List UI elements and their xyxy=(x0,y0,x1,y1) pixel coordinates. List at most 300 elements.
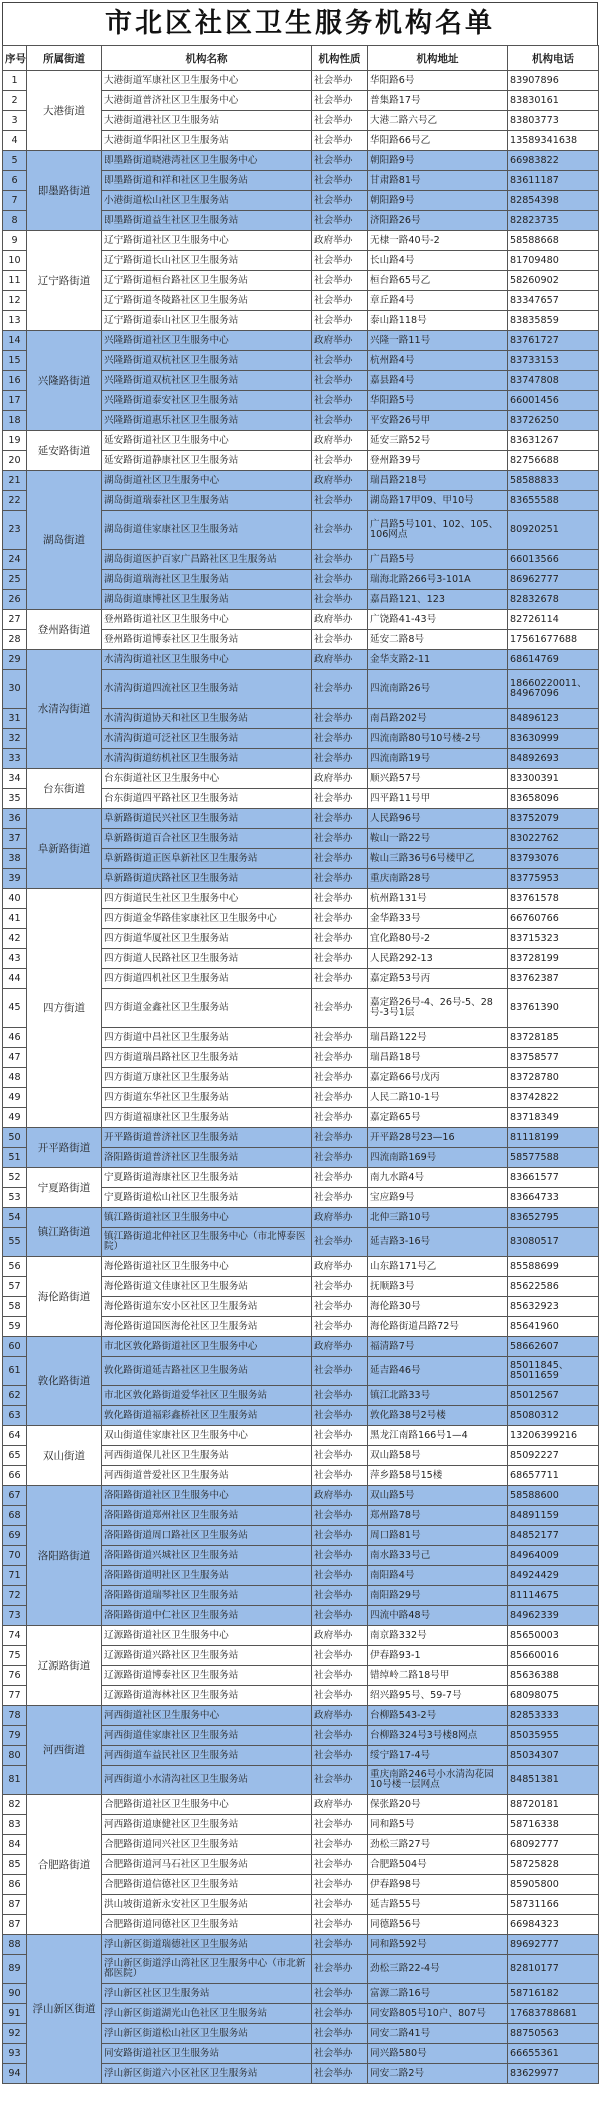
type-cell: 社会举办 xyxy=(312,929,368,949)
phone-cell: 83658096 xyxy=(508,789,599,809)
page-title: 市北区社区卫生服务机构名单 xyxy=(2,2,598,45)
seq-cell: 24 xyxy=(3,550,27,570)
address-cell: 山东路171号乙 xyxy=(368,1257,508,1277)
name-cell: 浮山新区街道松山社区卫生服务站 xyxy=(102,2024,312,2044)
type-cell: 社会举办 xyxy=(312,1406,368,1426)
phone-cell: 68657711 xyxy=(508,1466,599,1486)
seq-cell: 67 xyxy=(3,1486,27,1506)
address-cell: 台柳路324号3号楼8网点 xyxy=(368,1726,508,1746)
type-cell: 社会举办 xyxy=(312,1228,368,1257)
name-cell: 河西路街道康健社区卫生服务站 xyxy=(102,1815,312,1835)
seq-cell: 17 xyxy=(3,391,27,411)
address-cell: 黑龙江南路166号1—4 xyxy=(368,1426,508,1446)
seq-cell: 76 xyxy=(3,1666,27,1686)
type-cell: 社会举办 xyxy=(312,1108,368,1128)
seq-cell: 58 xyxy=(3,1297,27,1317)
name-cell: 海伦路街道文佳康社区卫生服务站 xyxy=(102,1277,312,1297)
name-cell: 四方街道东华社区卫生服务站 xyxy=(102,1088,312,1108)
type-cell: 社会举办 xyxy=(312,91,368,111)
address-cell: 错绰岭二路18号甲 xyxy=(368,1666,508,1686)
seq-cell: 69 xyxy=(3,1526,27,1546)
phone-cell: 83629977 xyxy=(508,2064,599,2084)
phone-cell: 83718349 xyxy=(508,1108,599,1128)
name-cell: 大港街道港社区卫生服务站 xyxy=(102,111,312,131)
seq-cell: 35 xyxy=(3,789,27,809)
phone-cell: 83630999 xyxy=(508,729,599,749)
seq-cell: 49 xyxy=(3,1108,27,1128)
name-cell: 兴隆路街道双杭社区卫生服务站 xyxy=(102,351,312,371)
seq-cell: 59 xyxy=(3,1317,27,1337)
seq-cell: 10 xyxy=(3,251,27,271)
address-cell: 广昌路5号101、102、105、106网点 xyxy=(368,511,508,550)
name-cell: 四方街道瑞昌路社区卫生服务站 xyxy=(102,1048,312,1068)
seq-cell: 42 xyxy=(3,929,27,949)
phone-cell: 58662607 xyxy=(508,1337,599,1357)
type-cell: 社会举办 xyxy=(312,351,368,371)
name-cell: 双山街道佳家康社区卫生服务中心 xyxy=(102,1426,312,1446)
seq-cell: 91 xyxy=(3,2004,27,2024)
table-row xyxy=(3,1795,599,1815)
name-cell: 小港街道松山社区卫生服务站 xyxy=(102,191,312,211)
phone-cell: 83728199 xyxy=(508,949,599,969)
seq-cell: 62 xyxy=(3,1386,27,1406)
phone-cell: 83728780 xyxy=(508,1068,599,1088)
phone-cell: 80920251 xyxy=(508,511,599,550)
type-cell: 社会举办 xyxy=(312,1148,368,1168)
type-cell: 社会举办 xyxy=(312,1317,368,1337)
address-cell: 伊春路93-1 xyxy=(368,1646,508,1666)
name-cell: 四方街道人民路社区卫生服务站 xyxy=(102,949,312,969)
type-cell: 社会举办 xyxy=(312,570,368,590)
name-cell: 辽宁路街道社区卫生服务中心 xyxy=(102,231,312,251)
type-cell: 政府举办 xyxy=(312,1337,368,1357)
address-cell: 劲松三路27号 xyxy=(368,1835,508,1855)
address-cell: 鞍山一路22号 xyxy=(368,829,508,849)
phone-cell: 66760766 xyxy=(508,909,599,929)
type-cell: 社会举办 xyxy=(312,1526,368,1546)
type-cell: 社会举办 xyxy=(312,1766,368,1795)
address-cell: 登州路39号 xyxy=(368,451,508,471)
street-cell: 洛阳路街道 xyxy=(27,1486,102,1626)
phone-cell: 83762387 xyxy=(508,969,599,989)
seq-cell: 77 xyxy=(3,1686,27,1706)
name-cell: 湖岛街道佳家康社区卫生服务站 xyxy=(102,511,312,550)
phone-cell: 85641960 xyxy=(508,1317,599,1337)
type-cell: 社会举办 xyxy=(312,1546,368,1566)
name-cell: 四方街道福康社区卫生服务站 xyxy=(102,1108,312,1128)
phone-cell: 58588833 xyxy=(508,471,599,491)
seq-cell: 92 xyxy=(3,2024,27,2044)
seq-cell: 20 xyxy=(3,451,27,471)
type-cell: 政府举办 xyxy=(312,331,368,351)
address-cell: 人民二路10-1号 xyxy=(368,1088,508,1108)
phone-cell: 17561677688 xyxy=(508,630,599,650)
address-cell: 同安路805号10户、807号 xyxy=(368,2004,508,2024)
table-row xyxy=(3,231,599,251)
phone-cell: 82854398 xyxy=(508,191,599,211)
type-cell: 社会举办 xyxy=(312,251,368,271)
seq-cell: 13 xyxy=(3,311,27,331)
type-cell: 社会举办 xyxy=(312,1855,368,1875)
header-tel: 机构电话 xyxy=(508,46,599,71)
type-cell: 社会举办 xyxy=(312,1168,368,1188)
seq-cell: 29 xyxy=(3,650,27,670)
phone-cell: 85012567 xyxy=(508,1386,599,1406)
seq-cell: 3 xyxy=(3,111,27,131)
phone-cell: 83761390 xyxy=(508,989,599,1028)
type-cell: 社会举办 xyxy=(312,1606,368,1626)
seq-cell: 43 xyxy=(3,949,27,969)
seq-cell: 16 xyxy=(3,371,27,391)
name-cell: 水清沟街道社区卫生服务中心 xyxy=(102,650,312,670)
name-cell: 浮山新区社区卫生服务站 xyxy=(102,1984,312,2004)
type-cell: 政府举办 xyxy=(312,1257,368,1277)
type-cell: 社会举办 xyxy=(312,291,368,311)
seq-cell: 36 xyxy=(3,809,27,829)
seq-cell: 89 xyxy=(3,1955,27,1984)
street-cell: 开平路街道 xyxy=(27,1128,102,1168)
table-row xyxy=(3,1626,599,1646)
name-cell: 合肥路街道信德社区卫生服务站 xyxy=(102,1875,312,1895)
type-cell: 社会举办 xyxy=(312,729,368,749)
table-row xyxy=(3,151,599,171)
address-cell: 嘉定路53号丙 xyxy=(368,969,508,989)
seq-cell: 46 xyxy=(3,1028,27,1048)
seq-cell: 37 xyxy=(3,829,27,849)
seq-cell: 73 xyxy=(3,1606,27,1626)
address-cell: 华阳路66号乙 xyxy=(368,131,508,151)
phone-cell: 83715323 xyxy=(508,929,599,949)
header-name: 机构名称 xyxy=(102,46,312,71)
seq-cell: 74 xyxy=(3,1626,27,1646)
type-cell: 社会举办 xyxy=(312,1746,368,1766)
street-cell: 海伦路街道 xyxy=(27,1257,102,1337)
type-cell: 社会举办 xyxy=(312,1088,368,1108)
address-cell: 章丘路4号 xyxy=(368,291,508,311)
phone-cell: 83803773 xyxy=(508,111,599,131)
seq-cell: 9 xyxy=(3,231,27,251)
name-cell: 延安路街道社区卫生服务中心 xyxy=(102,431,312,451)
phone-cell: 81118199 xyxy=(508,1128,599,1148)
phone-cell: 85588699 xyxy=(508,1257,599,1277)
name-cell: 合肥路街道社区卫生服务中心 xyxy=(102,1795,312,1815)
name-cell: 浮山新区街道瑞德社区卫生服务站 xyxy=(102,1935,312,1955)
seq-cell: 54 xyxy=(3,1208,27,1228)
address-cell: 四流南路26号 xyxy=(368,670,508,709)
type-cell: 社会举办 xyxy=(312,1426,368,1446)
address-cell: 延安三路52号 xyxy=(368,431,508,451)
type-cell: 社会举办 xyxy=(312,191,368,211)
seq-cell: 63 xyxy=(3,1406,27,1426)
phone-cell: 83652795 xyxy=(508,1208,599,1228)
phone-cell: 85080312 xyxy=(508,1406,599,1426)
name-cell: 湖岛街道瑞泰社区卫生服务站 xyxy=(102,491,312,511)
seq-cell: 32 xyxy=(3,729,27,749)
address-cell: 杭州路4号 xyxy=(368,351,508,371)
address-cell: 同安二路2号 xyxy=(368,2064,508,2084)
seq-cell: 72 xyxy=(3,1586,27,1606)
seq-cell: 7 xyxy=(3,191,27,211)
address-cell: 同德路56号 xyxy=(368,1915,508,1935)
type-cell: 社会举办 xyxy=(312,1935,368,1955)
address-cell: 北仲三路10号 xyxy=(368,1208,508,1228)
street-cell: 浮山新区街道 xyxy=(27,1935,102,2084)
address-cell: 伊春路98号 xyxy=(368,1875,508,1895)
seq-cell: 38 xyxy=(3,849,27,869)
phone-cell: 82853333 xyxy=(508,1706,599,1726)
seq-cell: 44 xyxy=(3,969,27,989)
phone-cell: 84891159 xyxy=(508,1506,599,1526)
name-cell: 开平路街道普济社区卫生服务站 xyxy=(102,1128,312,1148)
seq-cell: 45 xyxy=(3,989,27,1028)
type-cell: 政府举办 xyxy=(312,1626,368,1646)
name-cell: 延安路街道静康社区卫生服务站 xyxy=(102,451,312,471)
address-cell: 四流中路48号 xyxy=(368,1606,508,1626)
address-cell: 人民路96号 xyxy=(368,809,508,829)
name-cell: 辽源路街道海林社区卫生服务站 xyxy=(102,1686,312,1706)
type-cell: 政府举办 xyxy=(312,1795,368,1815)
address-cell: 福清路7号 xyxy=(368,1337,508,1357)
table-row xyxy=(3,1486,599,1506)
name-cell: 兴隆路街道泰安社区卫生服务站 xyxy=(102,391,312,411)
type-cell: 社会举办 xyxy=(312,630,368,650)
seq-cell: 41 xyxy=(3,909,27,929)
phone-cell: 81709480 xyxy=(508,251,599,271)
address-cell: 南阳路4号 xyxy=(368,1566,508,1586)
address-cell: 重庆南路28号 xyxy=(368,869,508,889)
phone-cell: 58731166 xyxy=(508,1895,599,1915)
seq-cell: 93 xyxy=(3,2044,27,2064)
name-cell: 阜新路街道百合社区卫生服务站 xyxy=(102,829,312,849)
phone-cell: 83661577 xyxy=(508,1168,599,1188)
address-cell: 南水路33号己 xyxy=(368,1546,508,1566)
phone-cell: 86962777 xyxy=(508,570,599,590)
address-cell: 嘉昌路121、123 xyxy=(368,590,508,610)
phone-cell: 58716182 xyxy=(508,1984,599,2004)
name-cell: 大港街道华阳社区卫生服务站 xyxy=(102,131,312,151)
seq-cell: 15 xyxy=(3,351,27,371)
seq-cell: 53 xyxy=(3,1188,27,1208)
type-cell: 社会举办 xyxy=(312,311,368,331)
name-cell: 浮山新区街道湖光山色社区卫生服务站 xyxy=(102,2004,312,2024)
type-cell: 社会举办 xyxy=(312,391,368,411)
address-cell: 重庆南路246号小水清沟花园10号楼一层网点 xyxy=(368,1766,508,1795)
name-cell: 兴隆路街道惠乐社区卫生服务站 xyxy=(102,411,312,431)
seq-cell: 80 xyxy=(3,1746,27,1766)
seq-cell: 33 xyxy=(3,749,27,769)
phone-cell: 84851381 xyxy=(508,1766,599,1795)
name-cell: 湖岛街道瑞海社区卫生服务站 xyxy=(102,570,312,590)
table-row xyxy=(3,1337,599,1357)
street-cell: 登州路街道 xyxy=(27,610,102,650)
phone-cell: 82756688 xyxy=(508,451,599,471)
header-addr: 机构地址 xyxy=(368,46,508,71)
phone-cell: 13206399216 xyxy=(508,1426,599,1446)
name-cell: 台东街道社区卫生服务中心 xyxy=(102,769,312,789)
name-cell: 河西街道小水清沟社区卫生服务站 xyxy=(102,1766,312,1795)
name-cell: 镇江路街道社区卫生服务中心 xyxy=(102,1208,312,1228)
phone-cell: 83733153 xyxy=(508,351,599,371)
name-cell: 海伦路街道东安小区社区卫生服务站 xyxy=(102,1297,312,1317)
table-row xyxy=(3,1935,599,1955)
street-cell: 镇江路街道 xyxy=(27,1208,102,1257)
type-cell: 政府举办 xyxy=(312,1208,368,1228)
name-cell: 合肥路街道同兴社区卫生服务站 xyxy=(102,1835,312,1855)
street-cell: 合肥路街道 xyxy=(27,1795,102,1935)
name-cell: 即墨路街道益生社区卫生服务站 xyxy=(102,211,312,231)
seq-cell: 56 xyxy=(3,1257,27,1277)
table-row xyxy=(3,769,599,789)
seq-cell: 75 xyxy=(3,1646,27,1666)
phone-cell: 83664733 xyxy=(508,1188,599,1208)
name-cell: 辽宁路街道长山社区卫生服务站 xyxy=(102,251,312,271)
address-cell: 台柳路543-2号 xyxy=(368,1706,508,1726)
name-cell: 河西街道保儿社区卫生服务站 xyxy=(102,1446,312,1466)
address-cell: 南九水路4号 xyxy=(368,1168,508,1188)
seq-cell: 70 xyxy=(3,1546,27,1566)
table-body xyxy=(3,71,599,2084)
seq-cell: 5 xyxy=(3,151,27,171)
phone-cell: 85636388 xyxy=(508,1666,599,1686)
seq-cell: 79 xyxy=(3,1726,27,1746)
type-cell: 社会举办 xyxy=(312,909,368,929)
type-cell: 社会举办 xyxy=(312,451,368,471)
type-cell: 社会举办 xyxy=(312,869,368,889)
seq-cell: 71 xyxy=(3,1566,27,1586)
address-cell: 保张路20号 xyxy=(368,1795,508,1815)
phone-cell: 58260902 xyxy=(508,271,599,291)
phone-cell: 83761727 xyxy=(508,331,599,351)
table-row xyxy=(3,610,599,630)
seq-cell: 8 xyxy=(3,211,27,231)
name-cell: 兴隆路街道双杭社区卫生服务站 xyxy=(102,371,312,391)
seq-cell: 90 xyxy=(3,1984,27,2004)
seq-cell: 48 xyxy=(3,1068,27,1088)
address-cell: 瑞昌路18号 xyxy=(368,1048,508,1068)
name-cell: 宁夏路街道海康社区卫生服务站 xyxy=(102,1168,312,1188)
address-cell: 瑞昌路218号 xyxy=(368,471,508,491)
type-cell: 社会举办 xyxy=(312,1506,368,1526)
address-cell: 顺兴路57号 xyxy=(368,769,508,789)
phone-cell: 83300391 xyxy=(508,769,599,789)
phone-cell: 88720181 xyxy=(508,1795,599,1815)
name-cell: 市北区敦化路街道社区卫生服务中心 xyxy=(102,1337,312,1357)
address-cell: 双山路58号 xyxy=(368,1446,508,1466)
phone-cell: 83726250 xyxy=(508,411,599,431)
seq-cell: 47 xyxy=(3,1048,27,1068)
phone-cell: 83655588 xyxy=(508,491,599,511)
type-cell: 社会举办 xyxy=(312,550,368,570)
table-row xyxy=(3,431,599,451)
name-cell: 洪山坡街道新永安社区卫生服务站 xyxy=(102,1895,312,1915)
type-cell: 社会举办 xyxy=(312,1875,368,1895)
address-cell: 萍乡路58号15楼 xyxy=(368,1466,508,1486)
phone-cell: 85660016 xyxy=(508,1646,599,1666)
phone-cell: 68098075 xyxy=(508,1686,599,1706)
address-cell: 双山路5号 xyxy=(368,1486,508,1506)
type-cell: 社会举办 xyxy=(312,1955,368,1984)
address-cell: 同兴路580号 xyxy=(368,2044,508,2064)
name-cell: 四方街道中昌社区卫生服务站 xyxy=(102,1028,312,1048)
street-cell: 即墨路街道 xyxy=(27,151,102,231)
seq-cell: 39 xyxy=(3,869,27,889)
type-cell: 社会举办 xyxy=(312,889,368,909)
address-cell: 华阳路6号 xyxy=(368,71,508,91)
phone-cell: 83022762 xyxy=(508,829,599,849)
name-cell: 四方街道四机社区卫生服务站 xyxy=(102,969,312,989)
name-cell: 洛阳路街道兴城社区卫生服务站 xyxy=(102,1546,312,1566)
seq-cell: 57 xyxy=(3,1277,27,1297)
type-cell: 社会举办 xyxy=(312,1446,368,1466)
table-row xyxy=(3,1208,599,1228)
type-cell: 社会举办 xyxy=(312,1048,368,1068)
type-cell: 社会举办 xyxy=(312,1068,368,1088)
name-cell: 同安路街道社区卫生服务站 xyxy=(102,2044,312,2064)
phone-cell: 83347657 xyxy=(508,291,599,311)
address-cell: 同和路592号 xyxy=(368,1935,508,1955)
phone-cell: 83752079 xyxy=(508,809,599,829)
type-cell: 社会举办 xyxy=(312,2004,368,2024)
seq-cell: 61 xyxy=(3,1357,27,1386)
street-cell: 辽宁路街道 xyxy=(27,231,102,331)
type-cell: 政府举办 xyxy=(312,769,368,789)
phone-cell: 17683788681 xyxy=(508,2004,599,2024)
type-cell: 社会举办 xyxy=(312,1128,368,1148)
address-cell: 劲松三路22-4号 xyxy=(368,1955,508,1984)
name-cell: 洛阳路街道瑞琴社区卫生服务站 xyxy=(102,1586,312,1606)
header-row xyxy=(3,46,599,71)
type-cell: 社会举办 xyxy=(312,1386,368,1406)
street-cell: 宁夏路街道 xyxy=(27,1168,102,1208)
seq-cell: 86 xyxy=(3,1875,27,1895)
type-cell: 社会举办 xyxy=(312,1895,368,1915)
phone-cell: 83728185 xyxy=(508,1028,599,1048)
table-row xyxy=(3,889,599,909)
phone-cell: 84852177 xyxy=(508,1526,599,1546)
phone-cell: 82832678 xyxy=(508,590,599,610)
name-cell: 水清沟街道可泛社区卫生服务站 xyxy=(102,729,312,749)
header-type: 机构性质 xyxy=(312,46,368,71)
street-cell: 辽源路街道 xyxy=(27,1626,102,1706)
phone-cell: 58577588 xyxy=(508,1148,599,1168)
address-cell: 人民路292-13 xyxy=(368,949,508,969)
address-cell: 延吉路46号 xyxy=(368,1357,508,1386)
phone-cell: 13589341638 xyxy=(508,131,599,151)
address-cell: 朝阳路9号 xyxy=(368,151,508,171)
address-cell: 朝阳路9号 xyxy=(368,191,508,211)
address-cell: 四流南路19号 xyxy=(368,749,508,769)
name-cell: 海伦路街道国医海伦社区卫生服务站 xyxy=(102,1317,312,1337)
type-cell: 社会举办 xyxy=(312,949,368,969)
seq-cell: 51 xyxy=(3,1148,27,1168)
type-cell: 政府举办 xyxy=(312,1706,368,1726)
address-cell: 南阳路29号 xyxy=(368,1586,508,1606)
phone-cell: 85905800 xyxy=(508,1875,599,1895)
type-cell: 社会举办 xyxy=(312,849,368,869)
phone-cell: 66013566 xyxy=(508,550,599,570)
table-row xyxy=(3,809,599,829)
seq-cell: 55 xyxy=(3,1228,27,1257)
name-cell: 四方街道华厦社区卫生服务站 xyxy=(102,929,312,949)
address-cell: 普集路17号 xyxy=(368,91,508,111)
address-cell: 瑞海北路266号3-101A xyxy=(368,570,508,590)
address-cell: 绍兴路95号、59-7号 xyxy=(368,1686,508,1706)
table-row xyxy=(3,1426,599,1446)
address-cell: 瑞昌路122号 xyxy=(368,1028,508,1048)
table-row xyxy=(3,1257,599,1277)
phone-cell: 83775953 xyxy=(508,869,599,889)
seq-cell: 81 xyxy=(3,1766,27,1795)
